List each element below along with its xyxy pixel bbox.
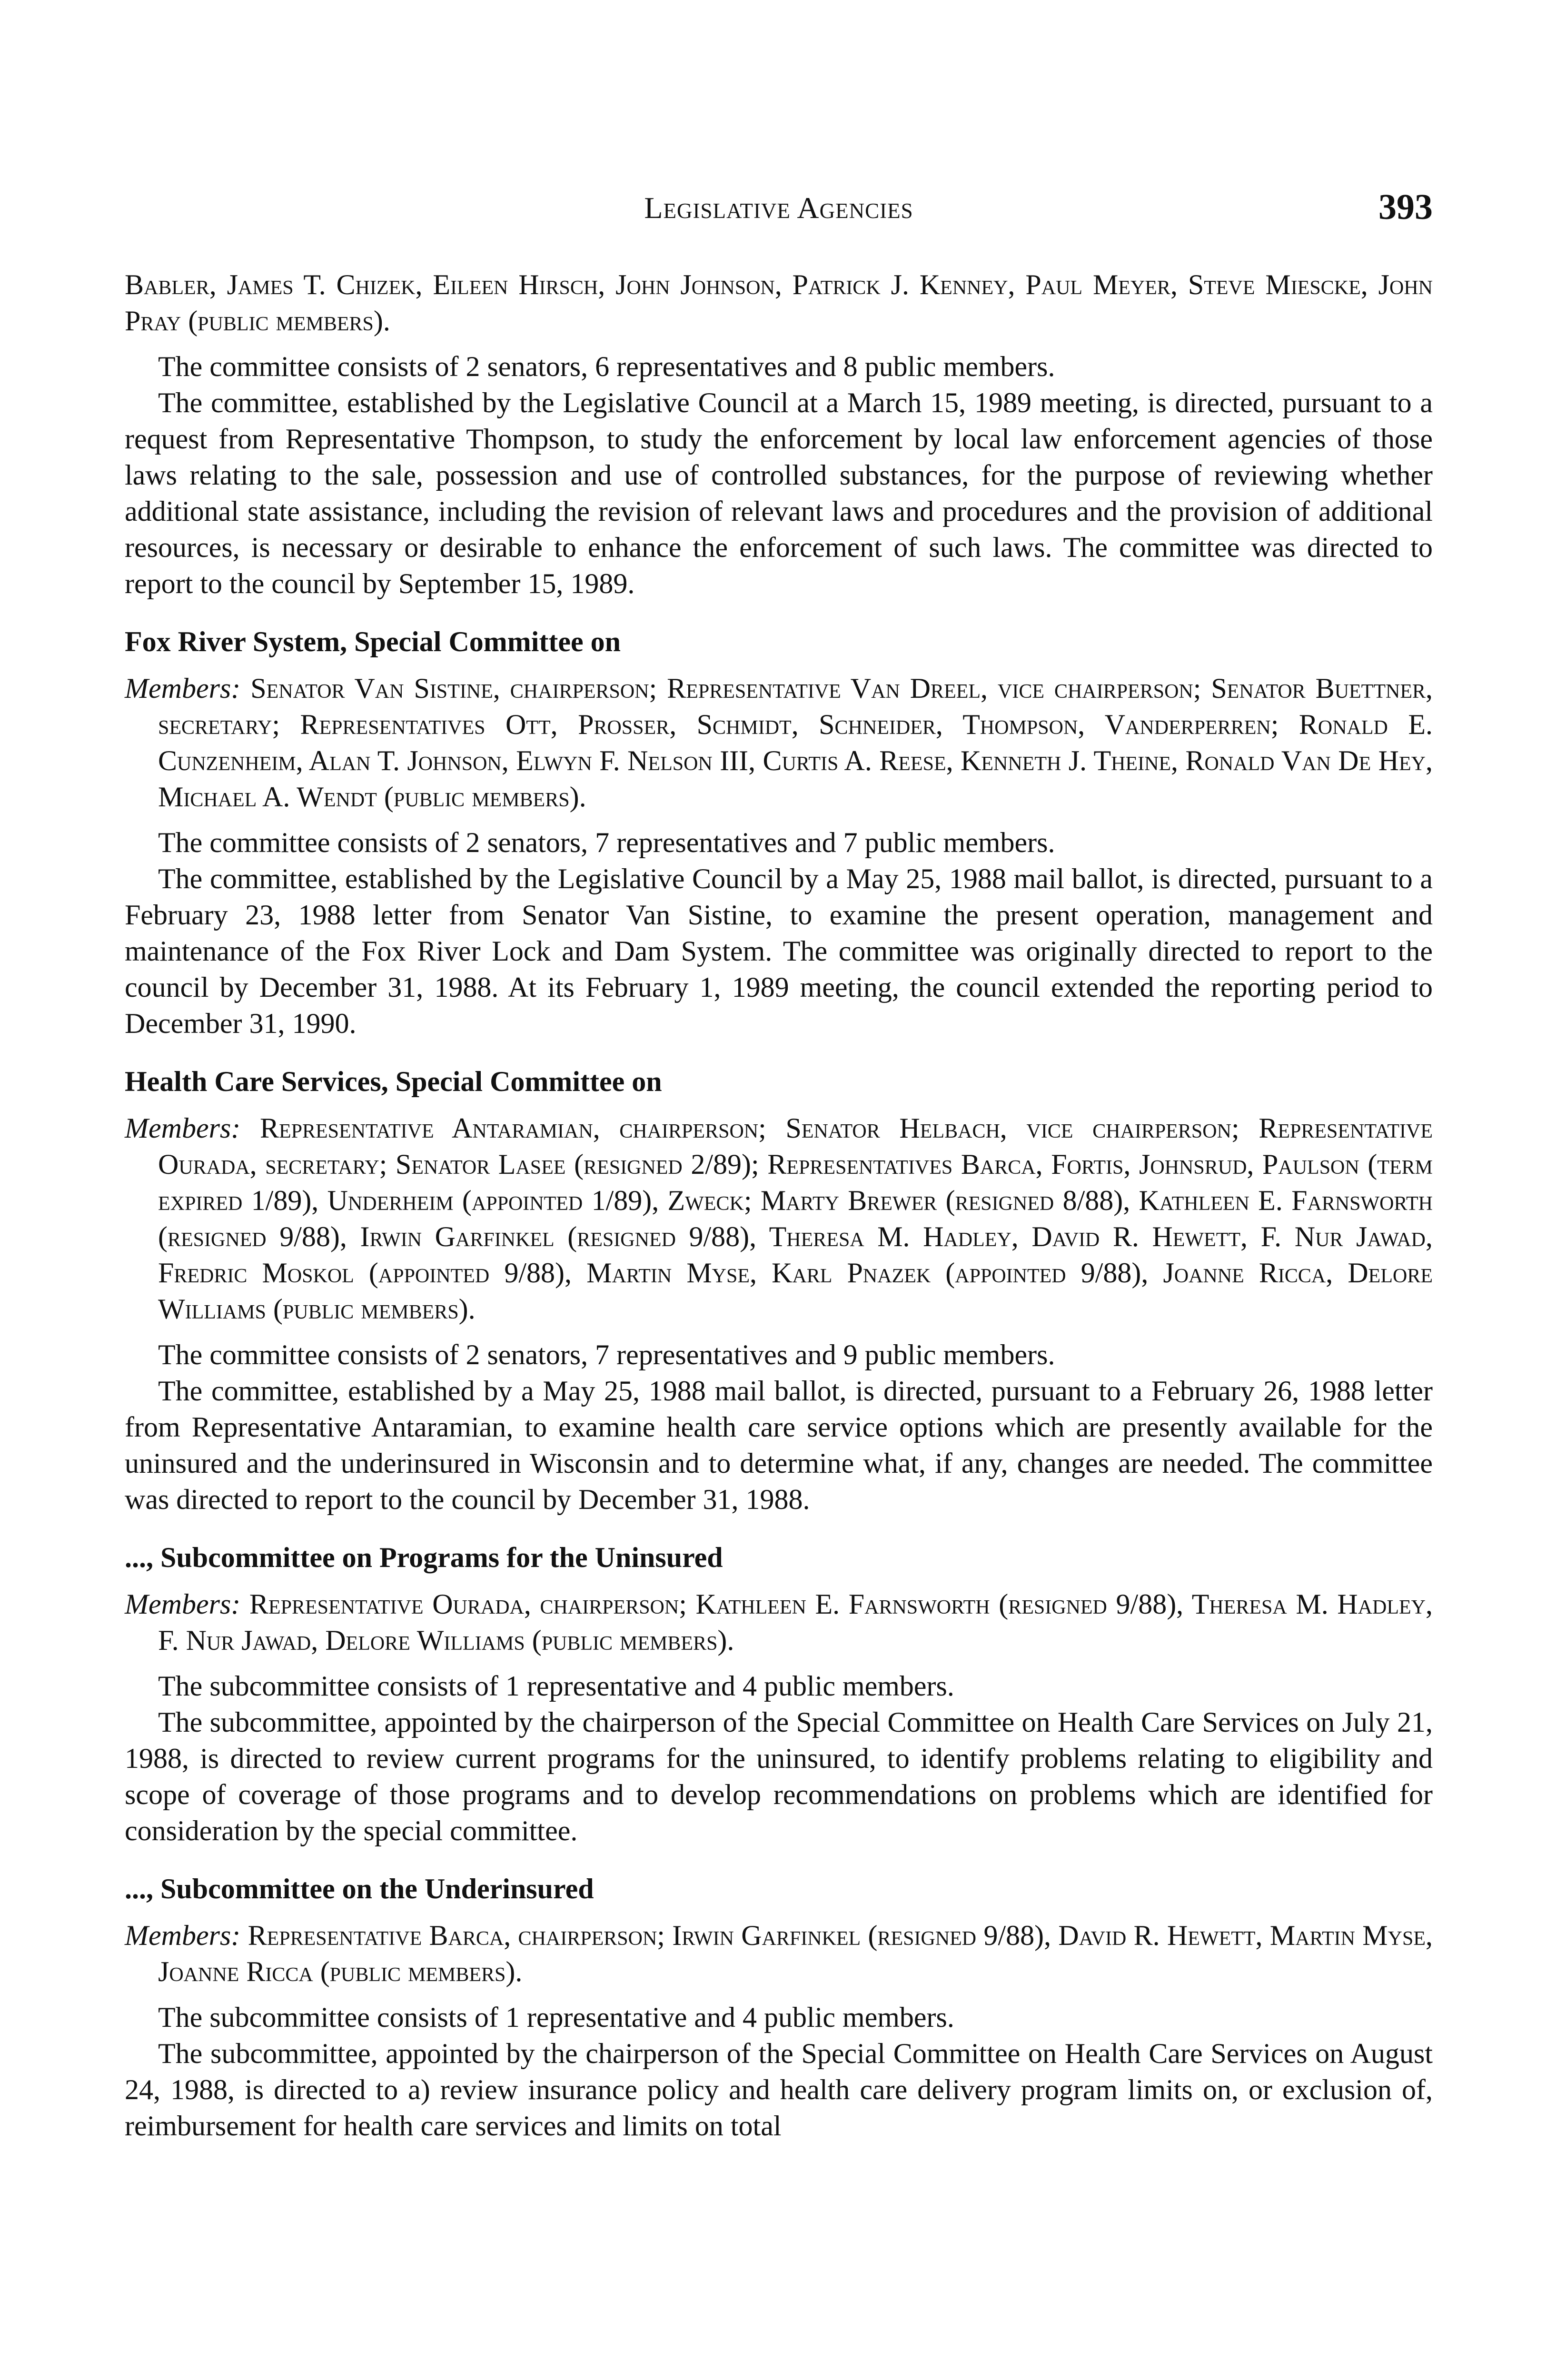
health-care-members (125, 1110, 1433, 1327)
intro-description: The committee, established by the Legislative Council at a March 15, 1989 meeting, is directed, pursuant to a request from Representative Thompson, to study the enforcement by local law enforcement agencies of those laws relating to the sale, possession and use of controlled substances, for the purpose of reviewing whether additional state assistance, including the revision of relevant laws and procedures and the provision of additional resources, is necessary or desirable to enhance the enforcement of such laws. The committee was directed to report to the council by September 15, 1989. (125, 387, 1433, 599)
intro-members-tail: Babler, James T. Chizek, Eileen Hirsch, John Johnson, Patrick J. Kenney, Paul Meyer, Steve Miescke, John Pray (public members). (125, 269, 1433, 337)
intro-composition: The committee consists of 2 senators, 6 representatives and 8 public members. (158, 351, 1055, 382)
underinsured-description: The subcommittee, appointed by the chairperson of the Special Committee on Health Care Services on August 24, 1988, is directed to a) review insurance policy and health care delivery program limits on, or exclusion of, reimbursement for health care services and limits on total (125, 2038, 1433, 2142)
underinsured-members-list: Representative Barca, chairperson; Irwin Garfinkel (resigned 9/88), David R. Hewett, Martin Myse, Joanne Ricca (public members). (158, 1920, 1433, 1987)
uninsured-heading: ..., Subcommittee on Programs for the Uninsured (125, 1542, 723, 1573)
underinsured-members (125, 1917, 1433, 1990)
health-care-composition: The committee consists of 2 senators, 7 representatives and 9 public members. (158, 1339, 1055, 1370)
fox-river-description: The committee, established by the Legislative Council by a May 25, 1988 mail ballot, is directed, pursuant to a February 23, 1988 letter from Senator Van Sistine, to examine the present operation, management and maintenance of the Fox River Lock and Dam System. The committee was originally directed to report to the council by December 31, 1988. At its February 1, 1989 meeting, the council extended the reporting period to December 31, 1990. (125, 863, 1433, 1039)
health-care-heading: Health Care Services, Special Committee on (125, 1066, 662, 1097)
uninsured-composition: The subcommittee consists of 1 representative and 4 public members. (158, 1670, 954, 1702)
page (125, 187, 1433, 2144)
health-care-members-label: Members: (125, 1112, 241, 1144)
fox-river-composition: The committee consists of 2 senators, 7 representatives and 7 public members. (158, 827, 1055, 858)
underinsured-members-label: Members: (125, 1920, 241, 1951)
uninsured-members-list: Representative Ourada, chairperson; Kathleen E. Farnsworth (resigned 9/88), Theresa M. Hadley, F. Nur Jawad, Delore Williams (public members). (158, 1588, 1433, 1656)
health-care-description: The committee, established by a May 25, 1988 mail ballot, is directed, pursuant to a February 26, 1988 letter from Representative Antaramian, to examine health care service options which are presently available for the uninsured and the underinsured in Wisconsin and to determine what, if any, changes are needed. The committee was directed to report to the council by December 31, 1988. (125, 1375, 1433, 1515)
running-head (125, 187, 1433, 233)
fox-river-members-list: Senator Van Sistine, chairperson; Representative Van Dreel, vice chairperson; Senator Buettner, secretary; Representatives Ott, Prosser, Schmidt, Schneider, Thompson, Vanderperren; Ronald E. Cunzenheim, Alan T. Johnson, Elwyn F. Nelson III, Curtis A. Reese, Kenneth J. Theine, Ronald Van De Hey, Michael A. Wendt (public members). (158, 673, 1433, 813)
uninsured-description: The subcommittee, appointed by the chairperson of the Special Committee on Health Care Services on July 21, 1988, is directed to review current programs for the uninsured, to identify problems relating to eligibility and scope of coverage of those programs and to develop recommendations on problems which are identified for consideration by the special committee. (125, 1706, 1433, 1846)
uninsured-members (125, 1586, 1433, 1658)
fox-river-members-label: Members: (125, 673, 241, 704)
fox-river-members (125, 670, 1433, 815)
underinsured-composition: The subcommittee consists of 1 representative and 4 public members. (158, 2002, 954, 2033)
health-care-members-list: Representative Antaramian, chairperson; Senator Helbach, vice chairperson; Representative Ourada, secretary; Senator Lasee (resigned 2/89); Representatives Barca, Fortis, Johnsrud, Paulson (term expired 1/89), Underheim (appointed 1/89), Zweck; Marty Brewer (resigned 8/88), Kathleen E. Farnsworth (resigned 9/88), Irwin Garfinkel (resigned 9/88), Theresa M. Hadley, David R. Hewett, F. Nur Jawad, Fredric Moskol (appointed 9/88), Martin Myse, Karl Pnazek (appointed 9/88), Joanne Ricca, Delore Williams (public members). (158, 1112, 1433, 1325)
fox-river-heading: Fox River System, Special Committee on (125, 626, 621, 657)
uninsured-members-label: Members: (125, 1588, 241, 1620)
page-number: 393 (1378, 187, 1433, 227)
running-title: Legislative Agencies (644, 191, 913, 225)
underinsured-heading: ..., Subcommittee on the Underinsured (125, 1873, 594, 1904)
